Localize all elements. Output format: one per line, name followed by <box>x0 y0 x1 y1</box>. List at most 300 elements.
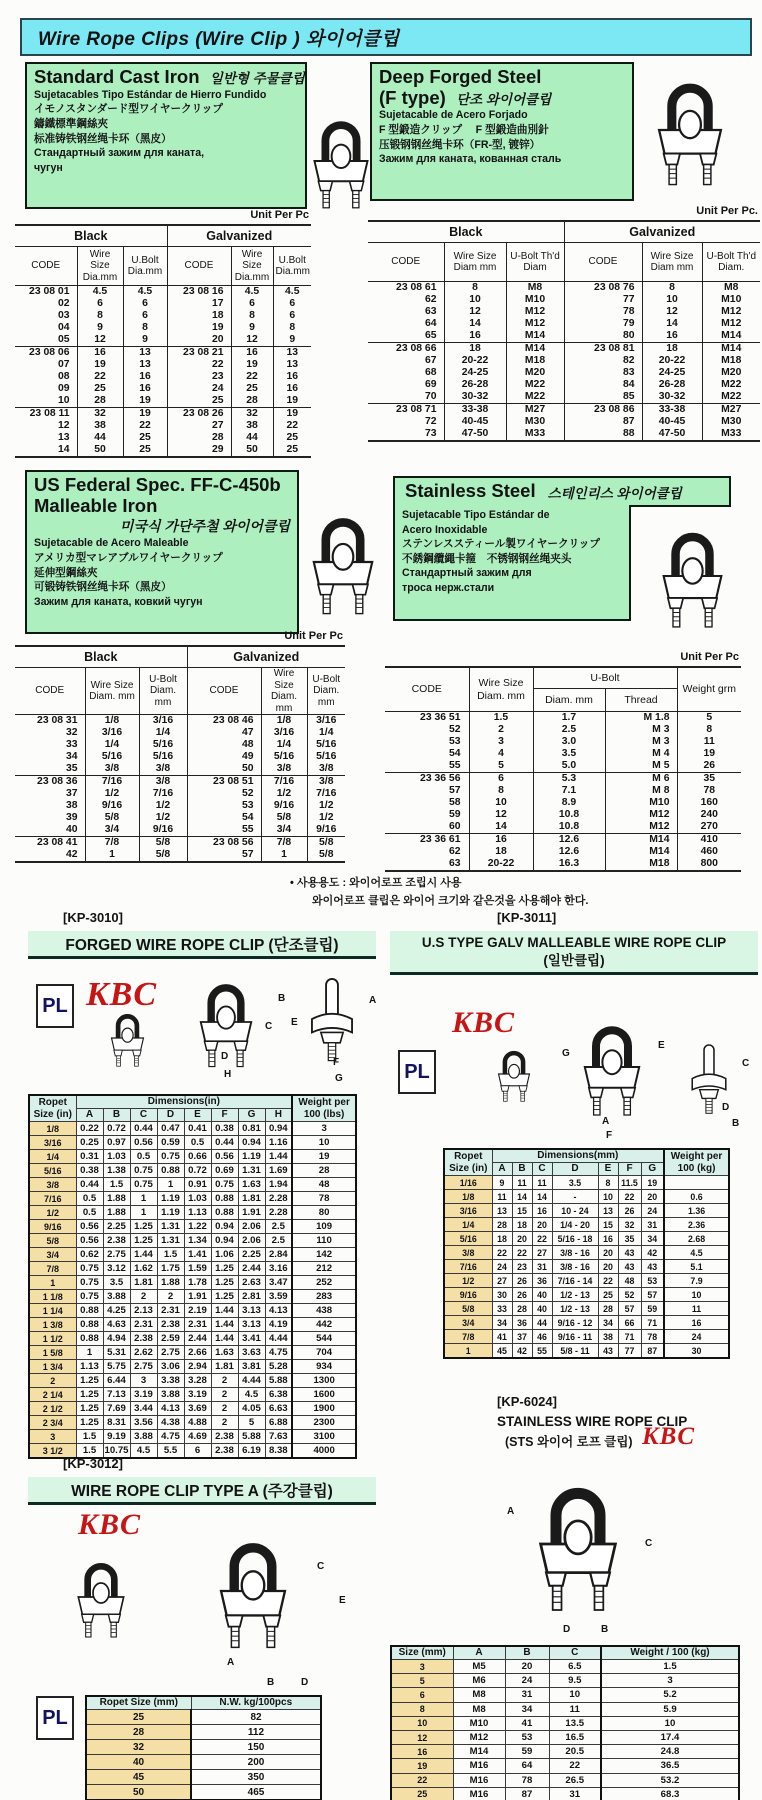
kbc-logo: KBC <box>452 1006 516 1039</box>
malleable-table <box>15 645 345 863</box>
table-cell: 5/8 <box>261 812 307 824</box>
table-cell: 48 <box>292 1178 356 1192</box>
table-row <box>444 1302 729 1316</box>
table-row <box>385 748 741 760</box>
table-cell: 1.78 <box>184 1276 211 1290</box>
table-cell: 24-25 <box>444 367 506 379</box>
dim-col: E <box>598 1163 618 1176</box>
table-cell: M 3 <box>605 736 677 748</box>
table-cell: 25 <box>231 383 273 395</box>
table-cell: 1.31 <box>238 1164 265 1178</box>
table-row <box>385 821 741 834</box>
table-cell: 25 <box>86 1710 191 1725</box>
section-title-korean: 단조 와이어클립 <box>456 91 552 107</box>
table-cell: 2.06 <box>238 1220 265 1234</box>
column-header: Wire Size Diam. mm <box>85 668 139 715</box>
description-line: Sujetacable de Acero Forjado <box>379 109 528 122</box>
table-cell: 44 <box>77 432 123 444</box>
table-cell: 1900 <box>292 1402 356 1416</box>
table-cell: 50 <box>86 1785 191 1800</box>
table-cell: 16 <box>231 347 273 360</box>
table-cell: 18 <box>444 343 506 356</box>
table-cell: 1/2 - 13 <box>552 1302 598 1316</box>
table-cell: 2.38 <box>130 1332 157 1346</box>
table-cell: 7.9 <box>664 1274 729 1288</box>
table-cell: 34 <box>505 1702 549 1716</box>
table-cell: 1/2 <box>139 800 187 812</box>
table-cell: M10 <box>702 294 760 306</box>
table-cell: 1.25 <box>76 1388 103 1402</box>
table-row <box>368 294 760 306</box>
kp3012-table-block <box>85 1695 320 1800</box>
table-cell: 3/8 <box>29 1178 76 1192</box>
table-cell: 2.75 <box>157 1346 184 1360</box>
table-cell: 0.69 <box>211 1164 238 1178</box>
table-cell: 27 <box>492 1274 512 1288</box>
table-cell: 410 <box>677 834 741 847</box>
table-cell: M12 <box>506 306 564 318</box>
table-cell: 88 <box>564 428 642 441</box>
table-cell: 6 <box>77 298 123 310</box>
table-cell: 50 <box>187 763 261 776</box>
wire-rope-clip-photo <box>640 70 740 190</box>
table-cell: 25 <box>77 383 123 395</box>
usage-note-1: • 사용용도 : 와이어로프 조립시 사용 <box>290 877 462 889</box>
column-group-galvanized: Galvanized <box>167 225 311 247</box>
table-cell: 2.06 <box>238 1234 265 1248</box>
dim-col: C <box>130 1109 157 1122</box>
table-row <box>15 395 311 408</box>
table-cell: 9 <box>77 322 123 334</box>
table-row <box>15 420 311 432</box>
dimension-letter: B <box>601 1624 609 1635</box>
table-cell: 1/4 <box>261 739 307 751</box>
column-header: Weight grm <box>677 667 741 712</box>
table-cell: 3.63 <box>238 1346 265 1360</box>
table-cell: 0.81 <box>238 1122 265 1136</box>
table-cell: 6.63 <box>265 1402 292 1416</box>
dimension-letter: C <box>645 1538 653 1549</box>
table-cell: 1.62 <box>130 1262 157 1276</box>
table-row <box>385 724 741 736</box>
table-cell: 3.06 <box>157 1360 184 1374</box>
table-cell: 55 <box>532 1344 552 1359</box>
wire-rope-clip-photo <box>300 498 386 626</box>
dimension-letter: D <box>221 1051 229 1062</box>
table-cell: 4.13 <box>265 1304 292 1318</box>
table-cell: 24-25 <box>642 367 702 379</box>
table-cell: 23 08 66 <box>368 343 444 356</box>
table-cell: 8 <box>677 724 741 736</box>
kp3012-code-label: [KP-3012] <box>63 1456 123 1471</box>
table-cell: 25 <box>167 395 231 408</box>
table-cell: 47-50 <box>642 428 702 441</box>
table-cell: 8 <box>391 1702 453 1716</box>
table-cell: 3.5 <box>552 1176 598 1190</box>
table-cell: 7/16 <box>444 1260 492 1274</box>
table-cell: 23 08 11 <box>15 408 77 421</box>
table-row <box>15 739 345 751</box>
section-description <box>379 108 625 166</box>
table-cell: 0.22 <box>76 1122 103 1136</box>
table-cell: 1.5 <box>469 712 533 725</box>
table-cell: 1.5 <box>601 1660 739 1674</box>
table-cell: 1.63 <box>211 1346 238 1360</box>
column-group-black: Black <box>15 646 187 668</box>
table-cell: 09 <box>57 383 70 395</box>
table-cell: 3.88 <box>157 1388 184 1402</box>
table-cell: 6 <box>184 1444 211 1459</box>
table-cell: 19 <box>231 359 273 371</box>
table-row <box>368 318 760 330</box>
table-cell: 16 <box>444 330 506 343</box>
dim-col: G <box>238 1109 265 1122</box>
table-cell: 13 <box>123 359 167 371</box>
weight-column-header: Weight per 100 (kg) <box>664 1149 729 1176</box>
table-cell: 1.31 <box>157 1220 184 1234</box>
column-group-galvanized: Galvanized <box>564 221 760 243</box>
table-cell: 44 <box>231 432 273 444</box>
table-cell: 08 <box>57 371 70 383</box>
table-cell: 0.88 <box>76 1318 103 1332</box>
kp3010-table-block <box>28 1094 355 1459</box>
table-cell: 0.38 <box>211 1122 238 1136</box>
table-cell: 64 <box>505 1759 549 1773</box>
table-row <box>385 858 741 871</box>
table-cell: 58 <box>448 797 461 809</box>
table-cell: 67 <box>424 355 437 367</box>
table-cell: 1 3/4 <box>29 1360 76 1374</box>
dimension-letter: E <box>339 1595 346 1606</box>
table-cell: 1/2 <box>307 812 345 824</box>
table-cell: 28 <box>292 1164 356 1178</box>
table-cell: 0.44 <box>130 1122 157 1136</box>
dim-col: A <box>492 1163 512 1176</box>
table-cell: 26 <box>512 1288 532 1302</box>
column-header: CODE <box>15 668 85 715</box>
table-cell: 2.94 <box>184 1360 211 1374</box>
table-row <box>368 428 760 441</box>
table-row <box>29 1346 356 1360</box>
table-row <box>15 334 311 347</box>
section-title: Deep Forged Steel <box>379 66 542 87</box>
table-cell: 48 <box>187 739 261 751</box>
table-cell: 24.8 <box>601 1745 739 1759</box>
table-cell: 5/16 <box>29 1164 76 1178</box>
table-cell: 4.63 <box>103 1318 130 1332</box>
table-row <box>29 1374 356 1388</box>
table-cell: 1.25 <box>211 1262 238 1276</box>
table-cell: 28 <box>512 1302 532 1316</box>
table-cell: M8 <box>506 282 564 295</box>
table-row <box>86 1740 321 1755</box>
table-row <box>29 1304 356 1318</box>
kp6024-table <box>390 1645 740 1800</box>
deep-forged-table-block <box>368 205 760 442</box>
table-cell: 5 <box>238 1416 265 1430</box>
dimension-letter: D <box>301 1677 309 1688</box>
table-cell: 11 <box>677 736 741 748</box>
table-cell: 1/2 <box>139 812 187 824</box>
table-cell: 4 <box>469 748 533 760</box>
table-cell: 0.5 <box>76 1206 103 1220</box>
description-line: ステンレススティール製ワイヤークリップ <box>402 538 600 551</box>
table-cell: 0.6 <box>664 1190 729 1204</box>
dimension-letter: H <box>224 1069 232 1080</box>
table-cell: 2.19 <box>184 1304 211 1318</box>
kp3012-dimension-diagram <box>55 1525 355 1697</box>
column-group-black: Black <box>368 221 564 243</box>
table-cell: 52 <box>448 724 461 736</box>
table-cell: 3 <box>601 1674 739 1688</box>
table-cell: 12 <box>642 306 702 318</box>
table-cell: 3.69 <box>184 1402 211 1416</box>
table-cell: 17 <box>167 298 231 310</box>
size-column-header: Ropet Size (in) <box>444 1149 492 1176</box>
table-cell: 59 <box>448 809 461 821</box>
table-cell: 9/16 - 12 <box>552 1316 598 1330</box>
table-cell: 0.88 <box>76 1332 103 1346</box>
table-cell: 4.88 <box>184 1416 211 1430</box>
table-cell: 49 <box>187 751 261 763</box>
table-cell: 23 08 56 <box>187 837 261 850</box>
table-cell: 18 <box>642 343 702 356</box>
table-cell: M18 <box>605 858 677 871</box>
table-cell: 7.1 <box>533 785 605 797</box>
table-cell: 2.44 <box>184 1332 211 1346</box>
section-title-korean: 스테인리스 와이어클립 <box>547 485 682 501</box>
table-cell: 3/16 <box>444 1204 492 1218</box>
table-cell: 28 <box>598 1302 618 1316</box>
table-row <box>86 1755 321 1770</box>
table-cell: 40-45 <box>642 416 702 428</box>
table-cell: 23 <box>512 1260 532 1274</box>
table-cell: 1/8 <box>85 715 139 728</box>
table-cell: 1/2 <box>307 800 345 812</box>
table-cell: 8 <box>123 322 167 334</box>
table-cell: 2.28 <box>265 1206 292 1220</box>
table-row <box>29 1416 356 1430</box>
table-cell: 25 <box>391 1787 453 1800</box>
table-cell: 11 <box>664 1302 729 1316</box>
table-cell: 465 <box>191 1785 321 1800</box>
table-cell: 52 <box>187 788 261 800</box>
dimension-letter: F <box>333 1057 340 1068</box>
table-cell: 35 <box>677 773 741 786</box>
table-cell: 3 <box>469 736 533 748</box>
table-cell: 3.19 <box>184 1388 211 1402</box>
table-cell: 3/8 <box>139 763 187 776</box>
table-cell: 10 <box>292 1136 356 1150</box>
table-cell: M10 <box>506 294 564 306</box>
table-row <box>86 1770 321 1785</box>
dim-col: D <box>157 1109 184 1122</box>
table-cell: 5/16 <box>307 751 345 763</box>
table-row <box>29 1164 356 1178</box>
table-cell: 3.19 <box>130 1388 157 1402</box>
table-cell: 1300 <box>292 1374 356 1388</box>
table-cell: 0.72 <box>184 1164 211 1178</box>
table-cell: 1.81 <box>130 1276 157 1290</box>
table-cell: 1.25 <box>130 1234 157 1248</box>
table-cell: 53 <box>187 800 261 812</box>
table-cell: 16 <box>123 383 167 395</box>
table-cell: 4.05 <box>238 1402 265 1416</box>
table-cell: 7.69 <box>103 1402 130 1416</box>
table-cell: 0.97 <box>103 1136 130 1150</box>
table-cell: 8 <box>598 1176 618 1190</box>
table-cell: 12 <box>444 306 506 318</box>
table-cell: 3 <box>292 1122 356 1136</box>
table-cell: 8 <box>444 282 506 295</box>
table-cell: 2.31 <box>130 1318 157 1332</box>
table-row <box>391 1730 739 1744</box>
clip-front-view-diagram <box>572 1014 652 1120</box>
table-cell: 10 <box>642 294 702 306</box>
unit-label: Unit Per Pc <box>250 209 309 221</box>
table-row <box>15 776 345 789</box>
table-cell: 109 <box>292 1220 356 1234</box>
table-cell: 24 <box>492 1260 512 1274</box>
table-cell: 1.88 <box>157 1276 184 1290</box>
table-cell: 16 <box>123 371 167 383</box>
table-cell: 10 - 24 <box>552 1204 598 1218</box>
table-cell: 25 <box>123 432 167 444</box>
table-cell: 1/16 <box>444 1176 492 1190</box>
kbc-logo: KBC <box>78 1508 142 1541</box>
table-row <box>29 1122 356 1136</box>
table-row <box>29 1332 356 1346</box>
table-cell: M27 <box>506 404 564 417</box>
table-cell: 0.5 <box>76 1192 103 1206</box>
table-cell: 55 <box>448 760 461 772</box>
column-header: CODE <box>385 667 469 712</box>
table-cell: 11 <box>512 1176 532 1190</box>
table-cell: 4000 <box>292 1444 356 1459</box>
table-cell: 1.91 <box>184 1290 211 1304</box>
kp3010-title: FORGED WIRE ROPE CLIP (단조클립) <box>28 931 376 959</box>
table-row <box>385 797 741 809</box>
table-cell: 6 <box>231 298 273 310</box>
table-cell: 2.75 <box>130 1360 157 1374</box>
column-header: CODE <box>167 247 231 286</box>
column-header: Wire Size Dia.mm <box>231 247 273 286</box>
table-cell: 1.34 <box>184 1234 211 1248</box>
table-cell: 83 <box>564 367 642 379</box>
column-header: N.W. kg/100pcs <box>191 1696 321 1710</box>
table-cell: 20 <box>598 1246 618 1260</box>
kp6024-code-label: [KP-6024] <box>497 1394 557 1409</box>
table-row <box>444 1330 729 1344</box>
table-cell: 3/8 - 16 <box>552 1260 598 1274</box>
table-cell: 1/4 <box>307 727 345 739</box>
description-line: 可锻铸铁钢丝绳卡环（黑皮） <box>34 581 172 594</box>
dim-col: E <box>184 1109 211 1122</box>
table-cell: 0.75 <box>211 1178 238 1192</box>
table-cell: 24 <box>505 1674 549 1688</box>
table-cell: 78 <box>292 1192 356 1206</box>
section-subtitle: (F type) 단조 와이어클립 <box>379 86 552 108</box>
table-cell: 1.06 <box>211 1248 238 1262</box>
table-cell: M33 <box>702 428 760 441</box>
table-cell: 1 <box>29 1276 76 1290</box>
section-description <box>34 88 298 176</box>
wire-rope-clip-illustration <box>65 1553 137 1641</box>
table-cell: 3/8 <box>307 776 345 789</box>
table-cell: 38 <box>231 420 273 432</box>
table-cell: 3/8 <box>139 776 187 789</box>
dim-col: C <box>532 1163 552 1176</box>
table-cell: 16 <box>642 330 702 343</box>
table-cell: 22 <box>123 420 167 432</box>
table-row <box>29 1234 356 1248</box>
dimension-letter: D <box>563 1624 571 1635</box>
table-cell: 7.63 <box>265 1430 292 1444</box>
table-cell: 1 5/8 <box>29 1346 76 1360</box>
table-cell: 7/8 <box>444 1330 492 1344</box>
dimension-letter: A <box>369 995 377 1006</box>
table-cell: 3100 <box>292 1430 356 1444</box>
table-row <box>86 1725 321 1740</box>
table-cell: 240 <box>677 809 741 821</box>
table-cell: 24 <box>167 383 231 395</box>
table-row <box>15 715 345 728</box>
table-cell: 5.28 <box>265 1360 292 1374</box>
table-cell: 3/4 <box>261 824 307 837</box>
table-cell: M 1.8 <box>605 712 677 725</box>
table-cell: 22 <box>492 1246 512 1260</box>
table-cell: 9.19 <box>103 1430 130 1444</box>
dim-col: B <box>512 1163 532 1176</box>
table-cell: 32 <box>86 1740 191 1755</box>
table-cell: 7/16 <box>307 788 345 800</box>
table-cell: 11.5 <box>618 1176 641 1190</box>
table-cell: 1.69 <box>265 1164 292 1178</box>
table-cell: M27 <box>702 404 760 417</box>
table-cell: 1.19 <box>238 1150 265 1164</box>
table-cell: 23 08 16 <box>167 286 231 299</box>
table-cell: 350 <box>191 1770 321 1785</box>
table-cell: 9/16 <box>139 824 187 837</box>
table-row <box>86 1785 321 1800</box>
table-cell: 12 <box>57 420 70 432</box>
table-cell: 8 <box>77 310 123 322</box>
table-row <box>391 1660 739 1674</box>
table-cell: 16 <box>664 1316 729 1330</box>
table-cell: 12 <box>469 809 533 821</box>
table-cell: 5.0 <box>533 760 605 773</box>
clip-front-view-diagram <box>205 1529 301 1653</box>
table-row <box>29 1206 356 1220</box>
table-cell: 36 <box>512 1316 532 1330</box>
table-cell: 3/8 <box>85 763 139 776</box>
dim-col: F <box>618 1163 641 1176</box>
table-cell: 1.13 <box>184 1206 211 1220</box>
dim-col: F <box>211 1109 238 1122</box>
table-cell: 29 <box>167 444 231 457</box>
table-row <box>368 404 760 417</box>
table-cell: 71 <box>641 1316 664 1330</box>
table-cell: 283 <box>292 1290 356 1304</box>
table-cell: 20 <box>512 1232 532 1246</box>
table-cell: 5/8 <box>139 837 187 850</box>
table-row <box>368 379 760 391</box>
table-cell: 4.5 <box>273 286 311 299</box>
wire-rope-clip-illustration <box>485 1044 543 1104</box>
table-cell: 0.94 <box>211 1220 238 1234</box>
table-cell: 18 <box>469 846 533 858</box>
kp3011-title-line2: (일반클립) <box>543 952 605 968</box>
